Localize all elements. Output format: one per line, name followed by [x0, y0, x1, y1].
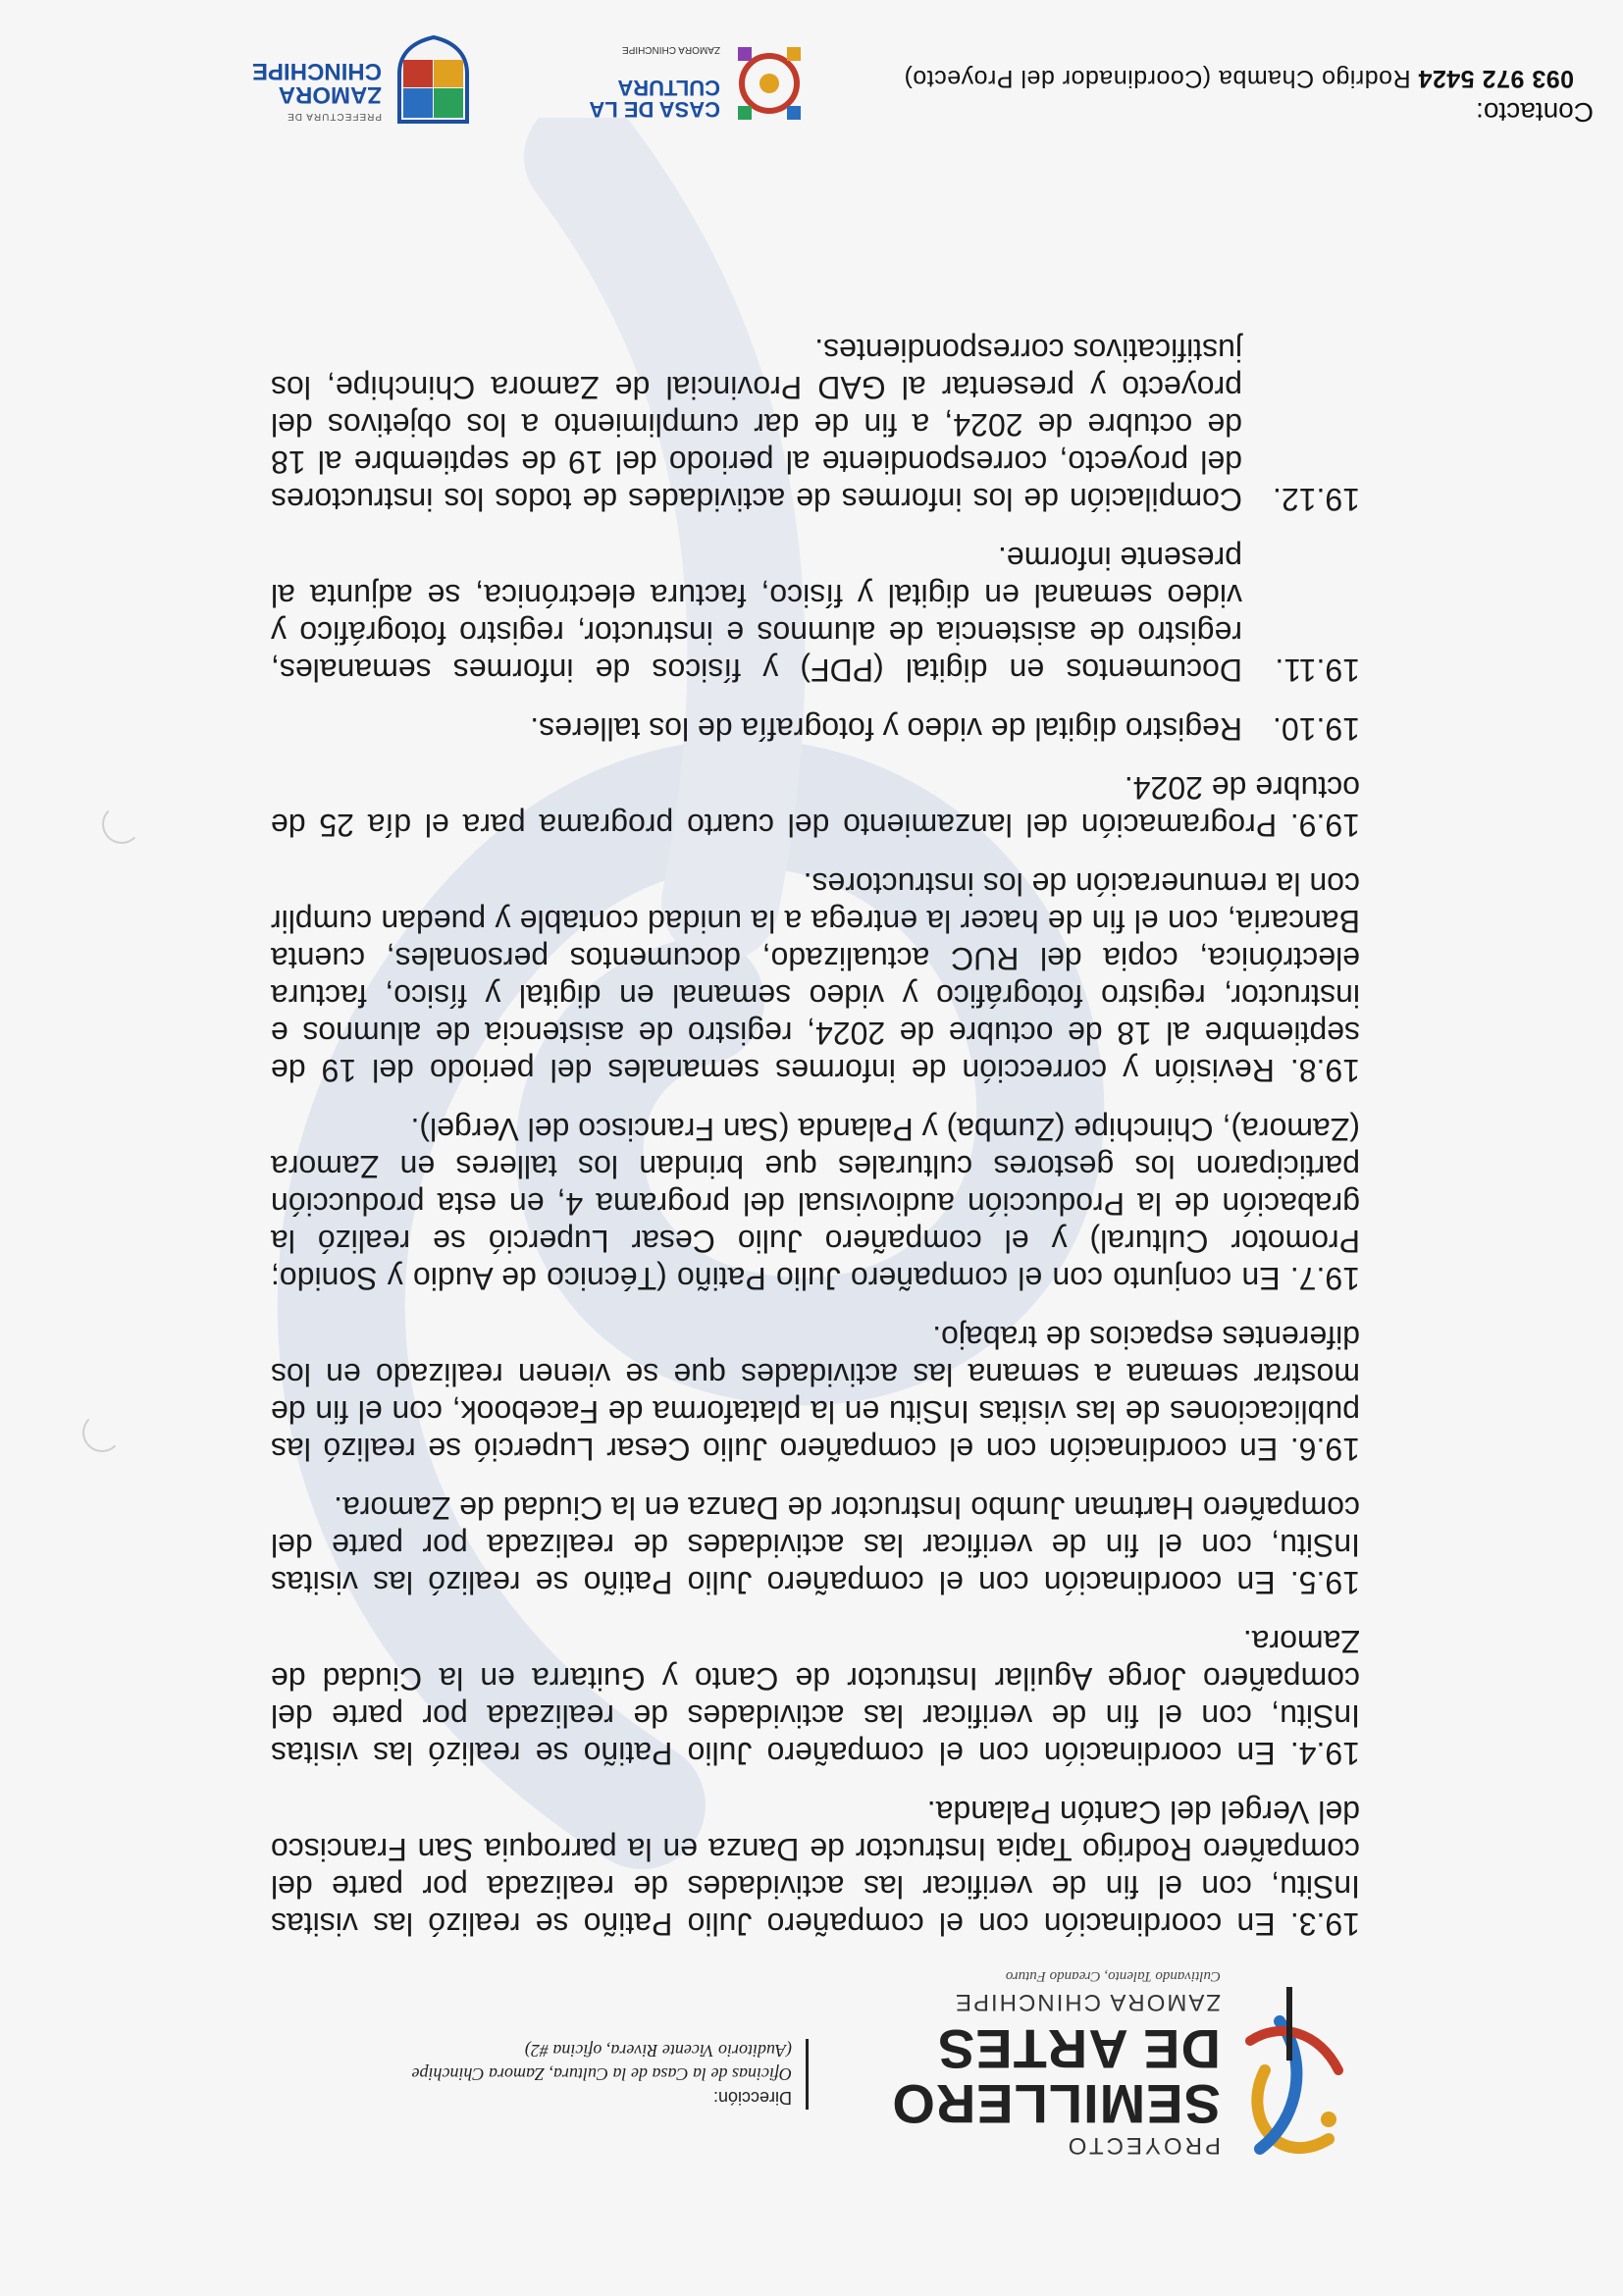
- list-item: [271, 865, 1360, 1089]
- list-item: [271, 1794, 1360, 1943]
- list-item: [271, 1319, 1360, 1468]
- contact-line: [904, 64, 1574, 92]
- item-number: 19.8.: [1289, 1053, 1360, 1088]
- footer-logos: [63, 29, 809, 128]
- list-item: [271, 332, 1360, 518]
- list-item: [271, 1489, 1360, 1601]
- prefectura-logo: [161, 29, 475, 128]
- item-number: 19.9.: [1289, 808, 1360, 843]
- casa-cultura-icon: [730, 39, 809, 128]
- logo-proyecto: PROYECTO: [1065, 2132, 1221, 2159]
- item-number: 19.5.: [1289, 1565, 1360, 1600]
- item-text: En coordinación con el compañero Julio Cesar Luperció se realizó las publicaciones de las visitas InSitu en la plataforma de Facebook, con el fin de mostrar semana a semana las actividades que se vienen realizado en los diferentes espacios de trabajo.: [270, 1320, 1360, 1467]
- item-number: 19.7.: [1289, 1261, 1360, 1296]
- item-number: 19.6.: [1289, 1432, 1360, 1467]
- project-logo-text: [867, 1967, 1221, 2159]
- list-item: [271, 540, 1360, 689]
- address-line-2: (Auditorio Vicente Rivera, oficina #2): [524, 2041, 792, 2061]
- list-item: [271, 1111, 1360, 1297]
- item-number: 19.4.: [1289, 1736, 1360, 1771]
- item-text: En conjunto con el compañero Julio Patiño (Técnico de Audio y Sonido; Promotor Cultural) y el compañero Julio Cesar Luperció se realizó la grabación de la Producción audiovisual del programa 4, en esta producción participaron los gestores culturales que brindan los talleres en Zamora (Zamora), Chinchipe (Zumba) y Palanda (San Francisco del Vergel).: [270, 1112, 1360, 1296]
- item-text: Compilación de los informes de actividades de todos los instructores del proyecto, correspondiente al periodo del 19 de septiembre al 18 de octubre de 2024, a fin de dar cumplimiento a los objetivos del proyecto y presentar al GAD Provincial de Zamora Chinchipe, los justificativos correspondientes.: [271, 333, 1242, 517]
- prefectura-small: PREFECTURA DE: [287, 111, 382, 122]
- item-text: Registro digital de video y fotografía de los talleres.: [530, 711, 1242, 747]
- address-line-1: Oficinas de la Casa de la Cultura, Zamora Chinchipe: [411, 2064, 792, 2084]
- item-text: En coordinación con el compañero Julio Patiño se realizó las visitas InSitu, con el fin de verificar las actividades de realizada por parte del compañero Hartman Jumbo Instructor de Danza en la Ciudad de Zamora.: [270, 1490, 1360, 1600]
- address-block: [282, 2039, 809, 2110]
- logo-de-artes: DE ARTES: [936, 2018, 1221, 2080]
- report-body: [271, 310, 1360, 1943]
- list-item: [271, 1623, 1360, 1772]
- list-item: [271, 769, 1360, 844]
- casa-line-2: CULTURA: [617, 76, 720, 100]
- item-number: 19.3.: [1289, 1906, 1360, 1942]
- prefectura-line-1: ZAMORA: [278, 81, 382, 108]
- casa-line-1: CASA DE LA: [589, 97, 720, 122]
- item-text: Programación del lanzamiento del cuarto programa para el día 25 de octubre de 2024.: [270, 770, 1360, 843]
- item-text: En coordinación con el compañero Julio Patiño se realizó las visitas InSitu, con el fin de verificar las actividades de realizada por parte del compañero Jorge Aguilar Instructor de Canto y Guitarra en la Ciudad de Zamora.: [270, 1624, 1360, 1771]
- footer: [24, 20, 1594, 128]
- item-number: 19.11.: [1275, 652, 1360, 688]
- prefectura-shield-icon: [392, 34, 475, 128]
- item-text: En coordinación con el compañero Julio Patiño se realizó las visitas InSitu, con el fin de verificar las actividades de realizada por parte del compañero Rodrigo Tapia Instructor de Danza en la parroquia San Francisco del Vergel del Cantón Palanda.: [270, 1795, 1360, 1942]
- item-number: 19.10.: [1273, 711, 1360, 747]
- casa-cultura-logo: [514, 29, 809, 128]
- logo-tagline: Cultivando Talento, Creando Futuro: [1005, 1968, 1221, 1984]
- list-item: [271, 710, 1360, 748]
- contact-phone: 093 972 5424: [1418, 65, 1574, 92]
- casa-subtitle: ZAMORA CHINCHIPE: [621, 44, 720, 55]
- punch-hole-mark: [102, 805, 141, 844]
- item-text: Documentos en digital (PDF) y físicos de informes semanales, registro de asistencia de alumnos e instructor, registro fotográfico y video semanal en digital y físico, factura electrónica, se adjunta al presente informe.: [271, 541, 1242, 688]
- item-text: Revisión y corrección de informes semanales del periodo del 19 de septiembre al 18 de octubre de 2024, registro de asistencia de alumnos e instructor, registro fotográfico y video semanal en digital y físico, factura electrónica, copia del RUC actualizado, documentos personales, cuenta Bancaria, con el fin de hacer la entrega a la unidad contable y puedan cumplir con la remuneración de los instructores.: [270, 866, 1360, 1088]
- semillero-logo-icon: [1230, 1982, 1358, 2178]
- punch-hole-mark: [82, 1413, 122, 1452]
- contact-label: Contacto:: [1476, 97, 1594, 128]
- letterhead: [249, 1968, 1358, 2178]
- logo-region: ZAMORA CHINCHIPE: [953, 1989, 1221, 2015]
- logo-semillero: SEMILLERO: [891, 2073, 1221, 2135]
- item-number: 19.12.: [1273, 482, 1360, 517]
- prefectura-line-2: CHINCHIPE: [251, 58, 382, 84]
- address-label: Dirección:: [712, 2088, 792, 2108]
- contact-name: Rodrigo Chamba (Coordinador del Proyecto): [904, 65, 1411, 92]
